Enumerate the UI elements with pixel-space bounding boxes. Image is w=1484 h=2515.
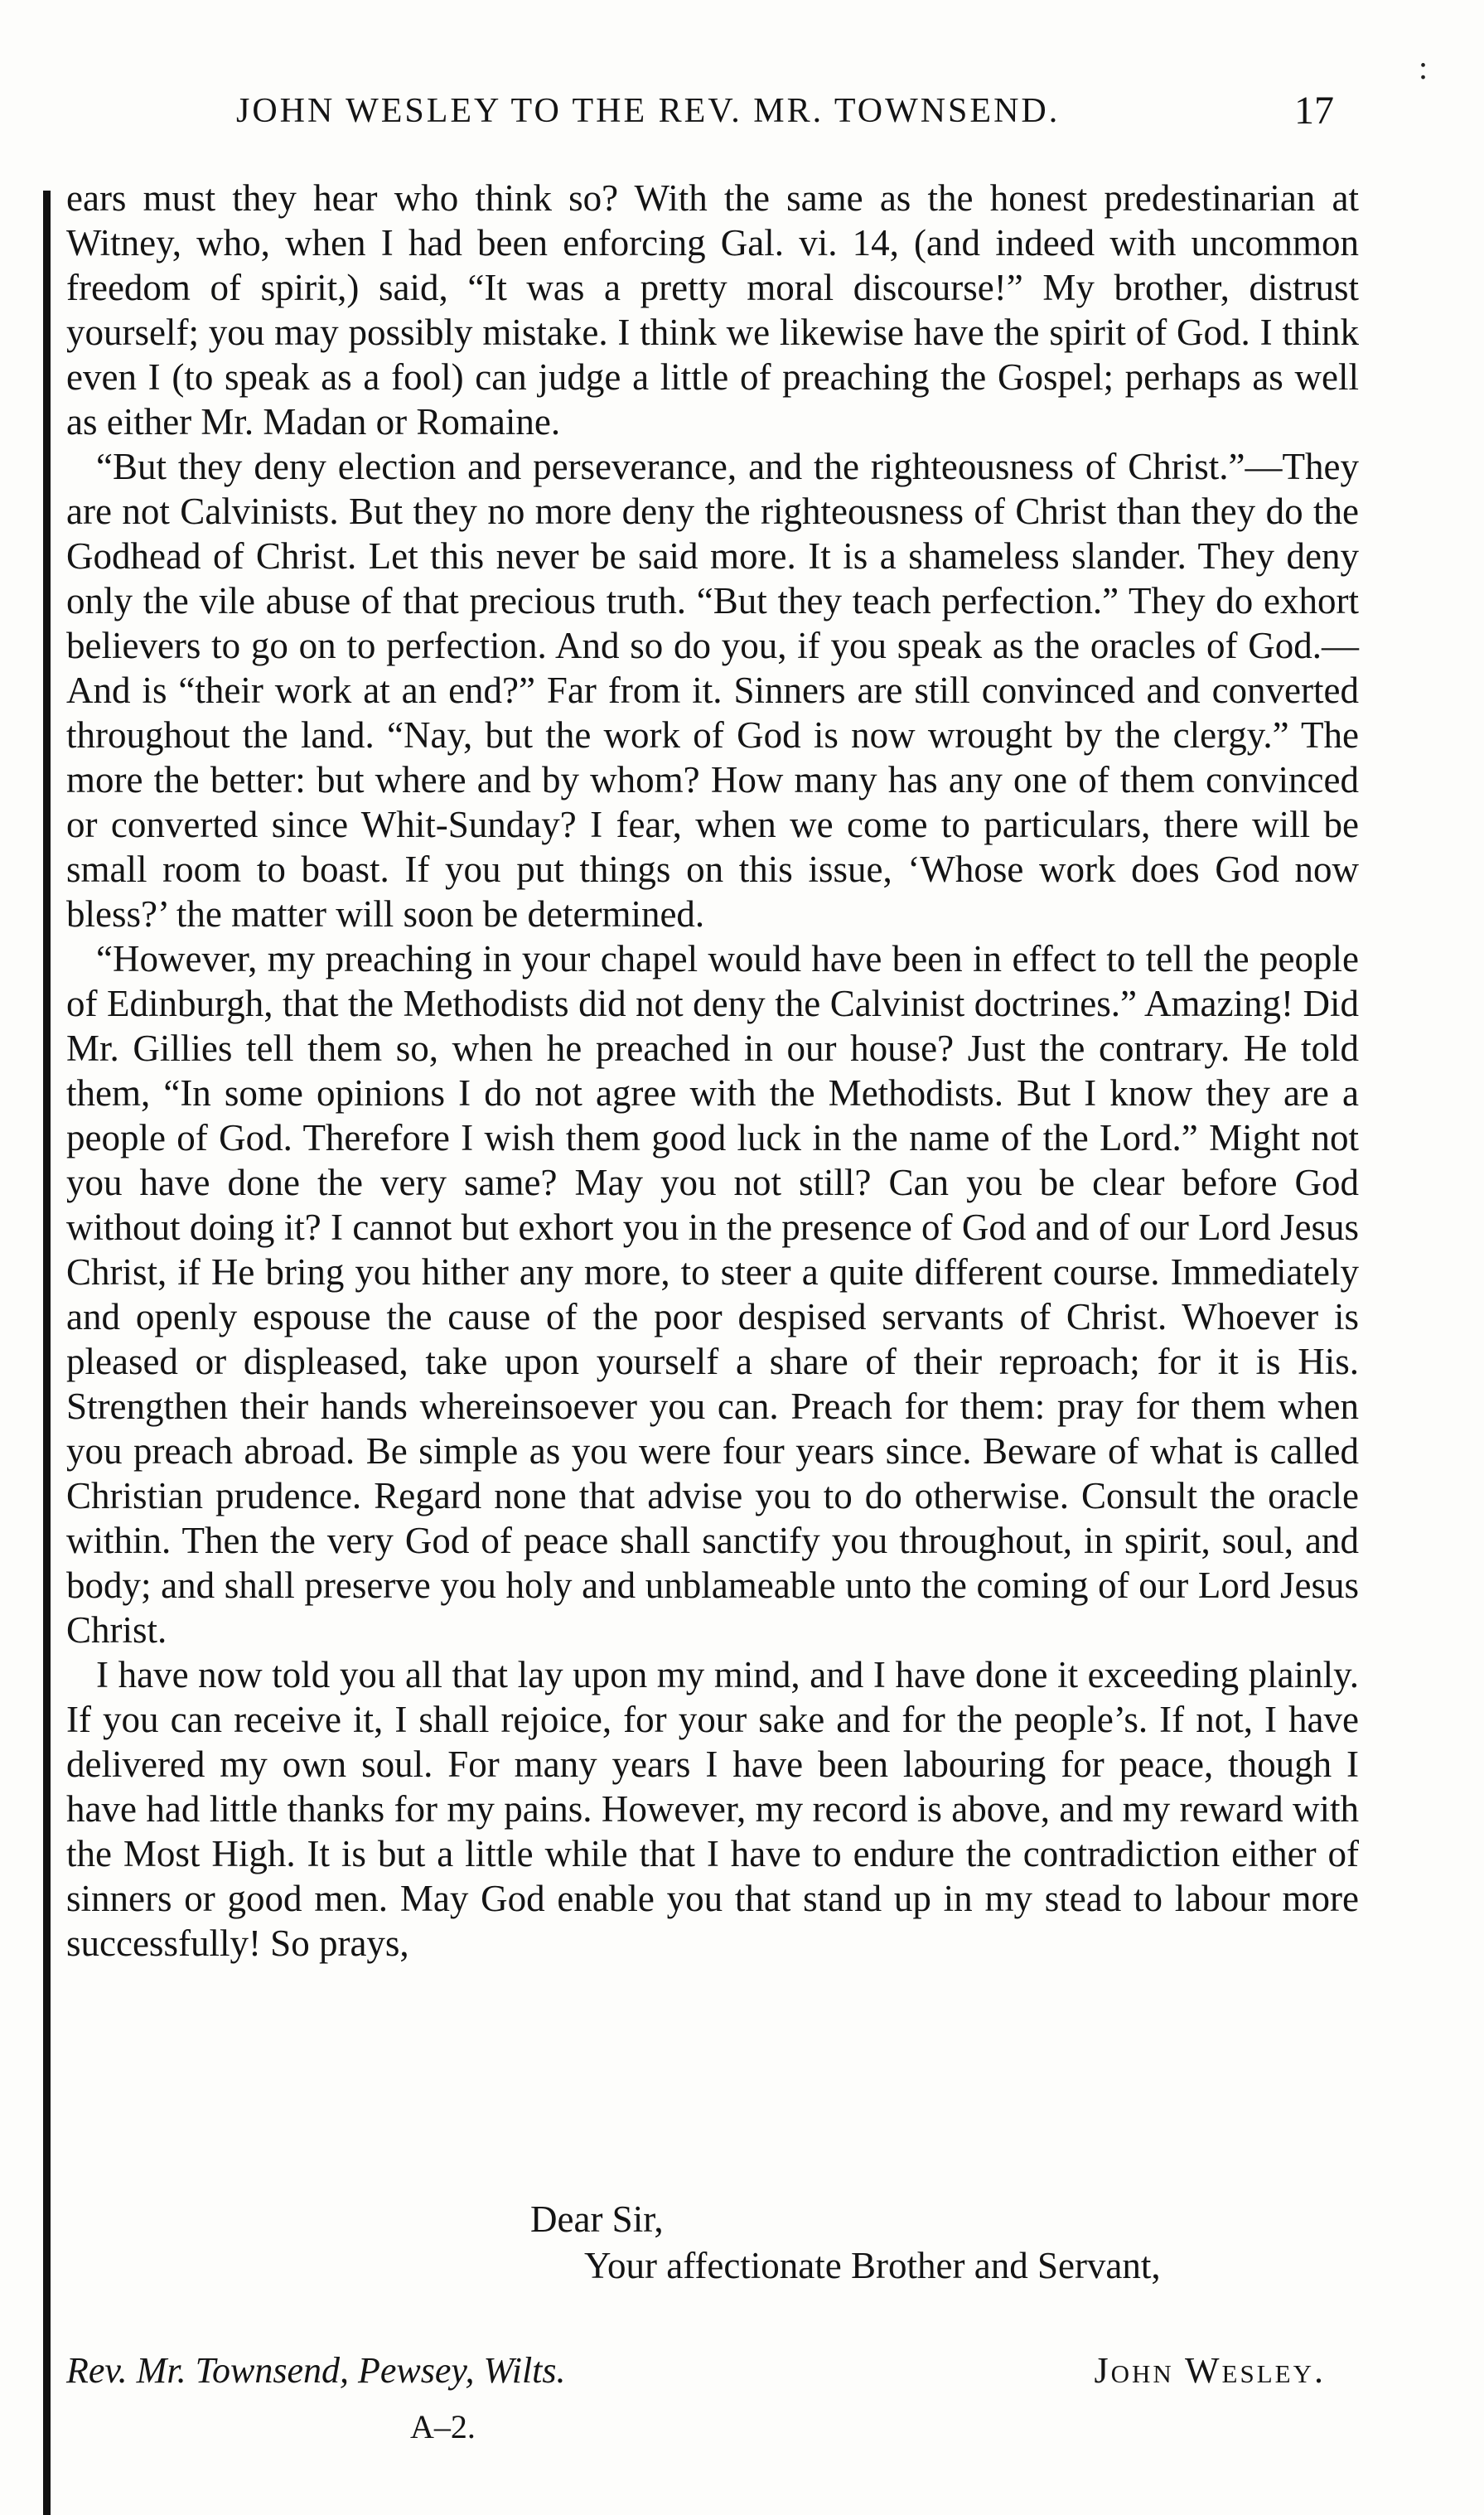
complimentary-close: Your affectionate Brother and Servant, bbox=[584, 2245, 1161, 2286]
addressee: Rev. Mr. Townsend, Pewsey, Wilts. bbox=[66, 2350, 566, 2391]
left-margin-rule bbox=[43, 191, 51, 2515]
page-header bbox=[66, 91, 1359, 141]
letter-closing bbox=[66, 2196, 1359, 2289]
signature: John Wesley. bbox=[1094, 2350, 1326, 2391]
printer-signature-mark: A–2. bbox=[410, 2408, 476, 2445]
page-number: 17 bbox=[1294, 89, 1334, 133]
margin-marks: : bbox=[1419, 49, 1428, 86]
running-head: JOHN WESLEY TO THE REV. MR. TOWNSEND. bbox=[236, 92, 1061, 130]
paragraph-edinburgh: “However, my preaching in your chapel would have been in effect to tell the people of Edinburgh, that the Methodists did not deny the Calvinist doctrines.” Amazing! Did Mr. Gillies tell them so, when he preached in our house? Just the contrary. He told them, “In some opinions I do not agree with the Methodists. But I know they are a people of God. Therefore I wish them good luck in the name of the Lord.” Might not you have done the very same? May you not still? Can you be clear before God without doing it? I cannot but exhort you in the presence of God and of our Lord Jesus Christ, if He bring you hither any more, to steer a quite different course. Immediately and openly espouse the cause of the poor despised servants of Christ. Whoever is pleased or displeased, take upon yourself a share of their reproach; for it is His. Strengthen their hands whereinsoever you can. Preach for them: pray for them when you preach abroad. Be simple as you were four years since. Beware of what is called Christian prudence. Regard none that advise you to do otherwise. Consult the oracle within. Then the very God of peace shall sanctify you throughout, in spirit, soul, and body; and shall preserve you holy and unblameable unto the coming of our Lord Jesus Christ. bbox=[66, 938, 1359, 1651]
paragraph-election: “But they deny election and perseverance, and the righteousness of Christ.”—They are not Calvinists. But they no more deny the righteousness of Christ than they do the Godhead of Christ. Let this never be said more. It is a shameless slander. They deny only the vile abuse of that precious truth. “But they teach perfection.” They do exhort believers to go on to perfection. And so do you, if you speak as the oracles of God.—And is “their work at an end?” Far from it. Sinners are still convinced and converted throughout the land. “Nay, but the work of God is now wrought by the clergy.” The more the better: but where and by whom? How many has any one of them convinced or converted since Whit-Sunday? I fear, when we come to particulars, there will be small room to boast. If you put things on this issue, ‘Whose work does God now bless?’ the matter will soon be determined. bbox=[66, 446, 1359, 935]
letter-body bbox=[66, 176, 1359, 1966]
paragraph-conclusion: I have now told you all that lay upon my mind, and I have done it exceeding plainly. If you can receive it, I shall rejoice, for your sake and for the people’s. If not, I have delivered my own soul. For many years I have been labouring for peace, though I have had little thanks for my pains. However, my record is above, and my reward with the Most High. It is but a little while that I have to endure the contradiction either of sinners or good men. May God enable you that stand up in my stead to labour more successfully! So prays, bbox=[66, 1654, 1359, 1964]
footer-row bbox=[66, 2349, 1359, 2399]
paragraph-continuation: ears must they hear who think so? With the same as the honest predestinarian at Witney, who, when I had been enforcing Gal. vi. 14, (and indeed with uncommon freedom of spirit,) said, “It was a pretty moral discourse!” My brother, distrust yourself; you may possibly mistake. I think we likewise have the spirit of God. I think even I (to speak as a fool) can judge a little of preaching the Gospel; perhaps as well as either Mr. Madan or Romaine. bbox=[66, 177, 1359, 443]
salutation: Dear Sir, bbox=[530, 2198, 664, 2240]
